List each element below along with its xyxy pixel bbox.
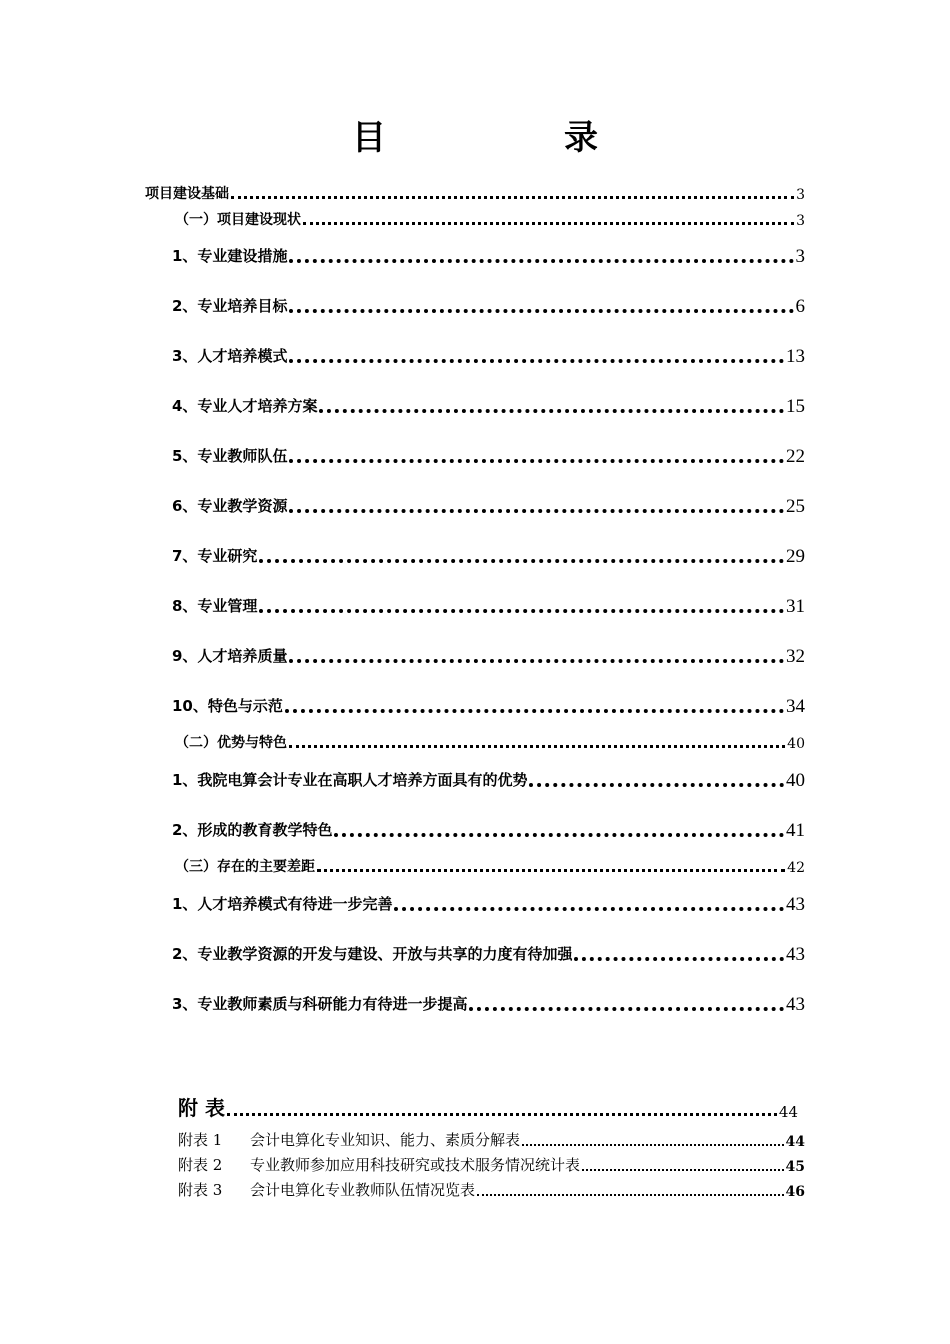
toc-entry[interactable] bbox=[172, 645, 805, 666]
toc-leader bbox=[289, 309, 793, 313]
toc-page-number: 43 bbox=[786, 894, 805, 915]
toc-entry[interactable] bbox=[175, 209, 805, 229]
toc-page-number: 44 bbox=[785, 1134, 805, 1150]
toc-leader bbox=[319, 409, 784, 413]
toc-leader bbox=[469, 1007, 784, 1011]
toc-page-number: 43 bbox=[786, 994, 805, 1015]
toc-entry-text: 项目建设基础 bbox=[145, 186, 229, 202]
toc-appendix-item[interactable] bbox=[178, 1154, 805, 1175]
appendix-label: 附表 1 bbox=[178, 1131, 223, 1149]
toc-entry[interactable] bbox=[145, 183, 805, 203]
toc-entry-text: 5、专业教师队伍 bbox=[172, 447, 288, 465]
toc-entry[interactable] bbox=[172, 395, 805, 416]
toc-entry[interactable] bbox=[172, 893, 805, 914]
toc-entry-text: 7、专业研究 bbox=[172, 547, 258, 565]
toc-entry-text: （二）优势与特色 bbox=[175, 735, 287, 751]
toc-entry-text: 1、人才培养模式有待进一步完善 bbox=[172, 895, 393, 913]
toc-leader bbox=[259, 609, 784, 613]
toc-entry[interactable] bbox=[172, 345, 805, 366]
toc-page-number: 6 bbox=[795, 296, 805, 317]
appendix-label: 附表 2 bbox=[178, 1156, 223, 1174]
toc-page-number: 3 bbox=[796, 187, 805, 203]
toc-leader bbox=[394, 907, 784, 911]
toc-page-number: 3 bbox=[795, 246, 805, 267]
toc-page-number: 42 bbox=[787, 860, 805, 876]
toc-entry-text: （三）存在的主要差距 bbox=[175, 859, 315, 875]
toc-entry[interactable] bbox=[175, 732, 805, 752]
appendix-text: 会计电算化专业教师队伍情况览表 bbox=[250, 1181, 476, 1199]
toc-entry-text: 9、人才培养质量 bbox=[172, 647, 288, 665]
toc-page-number: 29 bbox=[786, 546, 805, 567]
toc-entry[interactable] bbox=[172, 819, 805, 840]
toc-entry[interactable] bbox=[175, 856, 805, 876]
toc-entry[interactable] bbox=[172, 943, 805, 964]
toc-page-number: 32 bbox=[786, 646, 805, 667]
toc-page-number: 40 bbox=[787, 736, 805, 752]
toc-entry[interactable] bbox=[172, 993, 805, 1014]
toc-entry-text: 10、特色与示范 bbox=[172, 697, 283, 715]
toc-entry-text: 6、专业教学资源 bbox=[172, 497, 288, 515]
appendix-heading-text: 附 表 bbox=[178, 1096, 225, 1120]
toc-leader bbox=[289, 459, 784, 463]
toc-page-number: 13 bbox=[786, 346, 805, 367]
appendix-text: 会计电算化专业知识、能力、素质分解表 bbox=[250, 1131, 521, 1149]
toc-leader bbox=[289, 745, 785, 748]
toc-page-number: 25 bbox=[786, 496, 805, 517]
toc-leader bbox=[477, 1194, 784, 1196]
toc-leader bbox=[259, 559, 784, 563]
toc-entry[interactable] bbox=[172, 495, 805, 516]
toc-leader bbox=[582, 1169, 784, 1171]
toc-leader bbox=[289, 509, 784, 513]
toc-entry-text: 2、专业教学资源的开发与建设、开放与共享的力度有待加强 bbox=[172, 945, 573, 963]
toc-leader bbox=[303, 222, 794, 225]
toc-leader bbox=[289, 259, 793, 263]
toc-entry[interactable] bbox=[172, 245, 805, 266]
toc-appendix-item[interactable] bbox=[178, 1129, 805, 1150]
toc-entry-text: 2、形成的教育教学特色 bbox=[172, 821, 333, 839]
toc-leader bbox=[227, 1113, 777, 1116]
appendix-label: 附表 3 bbox=[178, 1181, 223, 1199]
toc-page-number: 45 bbox=[785, 1159, 805, 1175]
toc-page-number: 34 bbox=[786, 696, 805, 717]
appendix-text: 专业教师参加应用科技研究或技术服务情况统计表 bbox=[250, 1156, 581, 1174]
toc-appendix-heading[interactable] bbox=[178, 1092, 798, 1121]
toc-page-number: 15 bbox=[786, 396, 805, 417]
toc-page-number: 46 bbox=[785, 1184, 805, 1200]
toc-leader bbox=[522, 1144, 784, 1146]
toc-leader bbox=[574, 957, 784, 961]
toc-entry[interactable] bbox=[172, 295, 805, 316]
toc-page-number: 22 bbox=[786, 446, 805, 467]
toc-leader bbox=[231, 196, 794, 199]
toc-appendix-item[interactable] bbox=[178, 1179, 805, 1200]
toc-entry-text: 1、我院电算会计专业在高职人才培养方面具有的优势 bbox=[172, 771, 528, 789]
toc-entry[interactable] bbox=[172, 545, 805, 566]
toc-entry-text: 3、专业教师素质与科研能力有待进一步提高 bbox=[172, 995, 468, 1013]
toc-entry[interactable] bbox=[172, 445, 805, 466]
toc-entry-text: 8、专业管理 bbox=[172, 597, 258, 615]
toc-page-number: 3 bbox=[796, 213, 805, 229]
toc-entry-text: （一）项目建设现状 bbox=[175, 212, 301, 228]
toc-entry[interactable] bbox=[172, 769, 805, 790]
toc-leader bbox=[285, 709, 784, 713]
toc-leader bbox=[289, 659, 784, 663]
toc-entry[interactable] bbox=[172, 695, 805, 716]
toc-entry-text: 4、专业人才培养方案 bbox=[172, 397, 318, 415]
page-title: 目 录 bbox=[352, 118, 670, 158]
toc-page-number: 41 bbox=[786, 820, 805, 841]
toc-entry[interactable] bbox=[172, 595, 805, 616]
toc-leader bbox=[529, 783, 784, 787]
toc-entry-text: 2、专业培养目标 bbox=[172, 297, 288, 315]
toc-page-number: 31 bbox=[786, 596, 805, 617]
toc-page-number: 40 bbox=[786, 770, 805, 791]
toc-entry-text: 3、人才培养模式 bbox=[172, 347, 288, 365]
toc-leader bbox=[289, 359, 784, 363]
toc-entry-text: 1、专业建设措施 bbox=[172, 247, 288, 265]
toc-page-number: 44 bbox=[778, 1103, 798, 1121]
toc-page-number: 43 bbox=[786, 944, 805, 965]
toc-leader bbox=[317, 869, 785, 872]
toc-leader bbox=[334, 833, 784, 837]
